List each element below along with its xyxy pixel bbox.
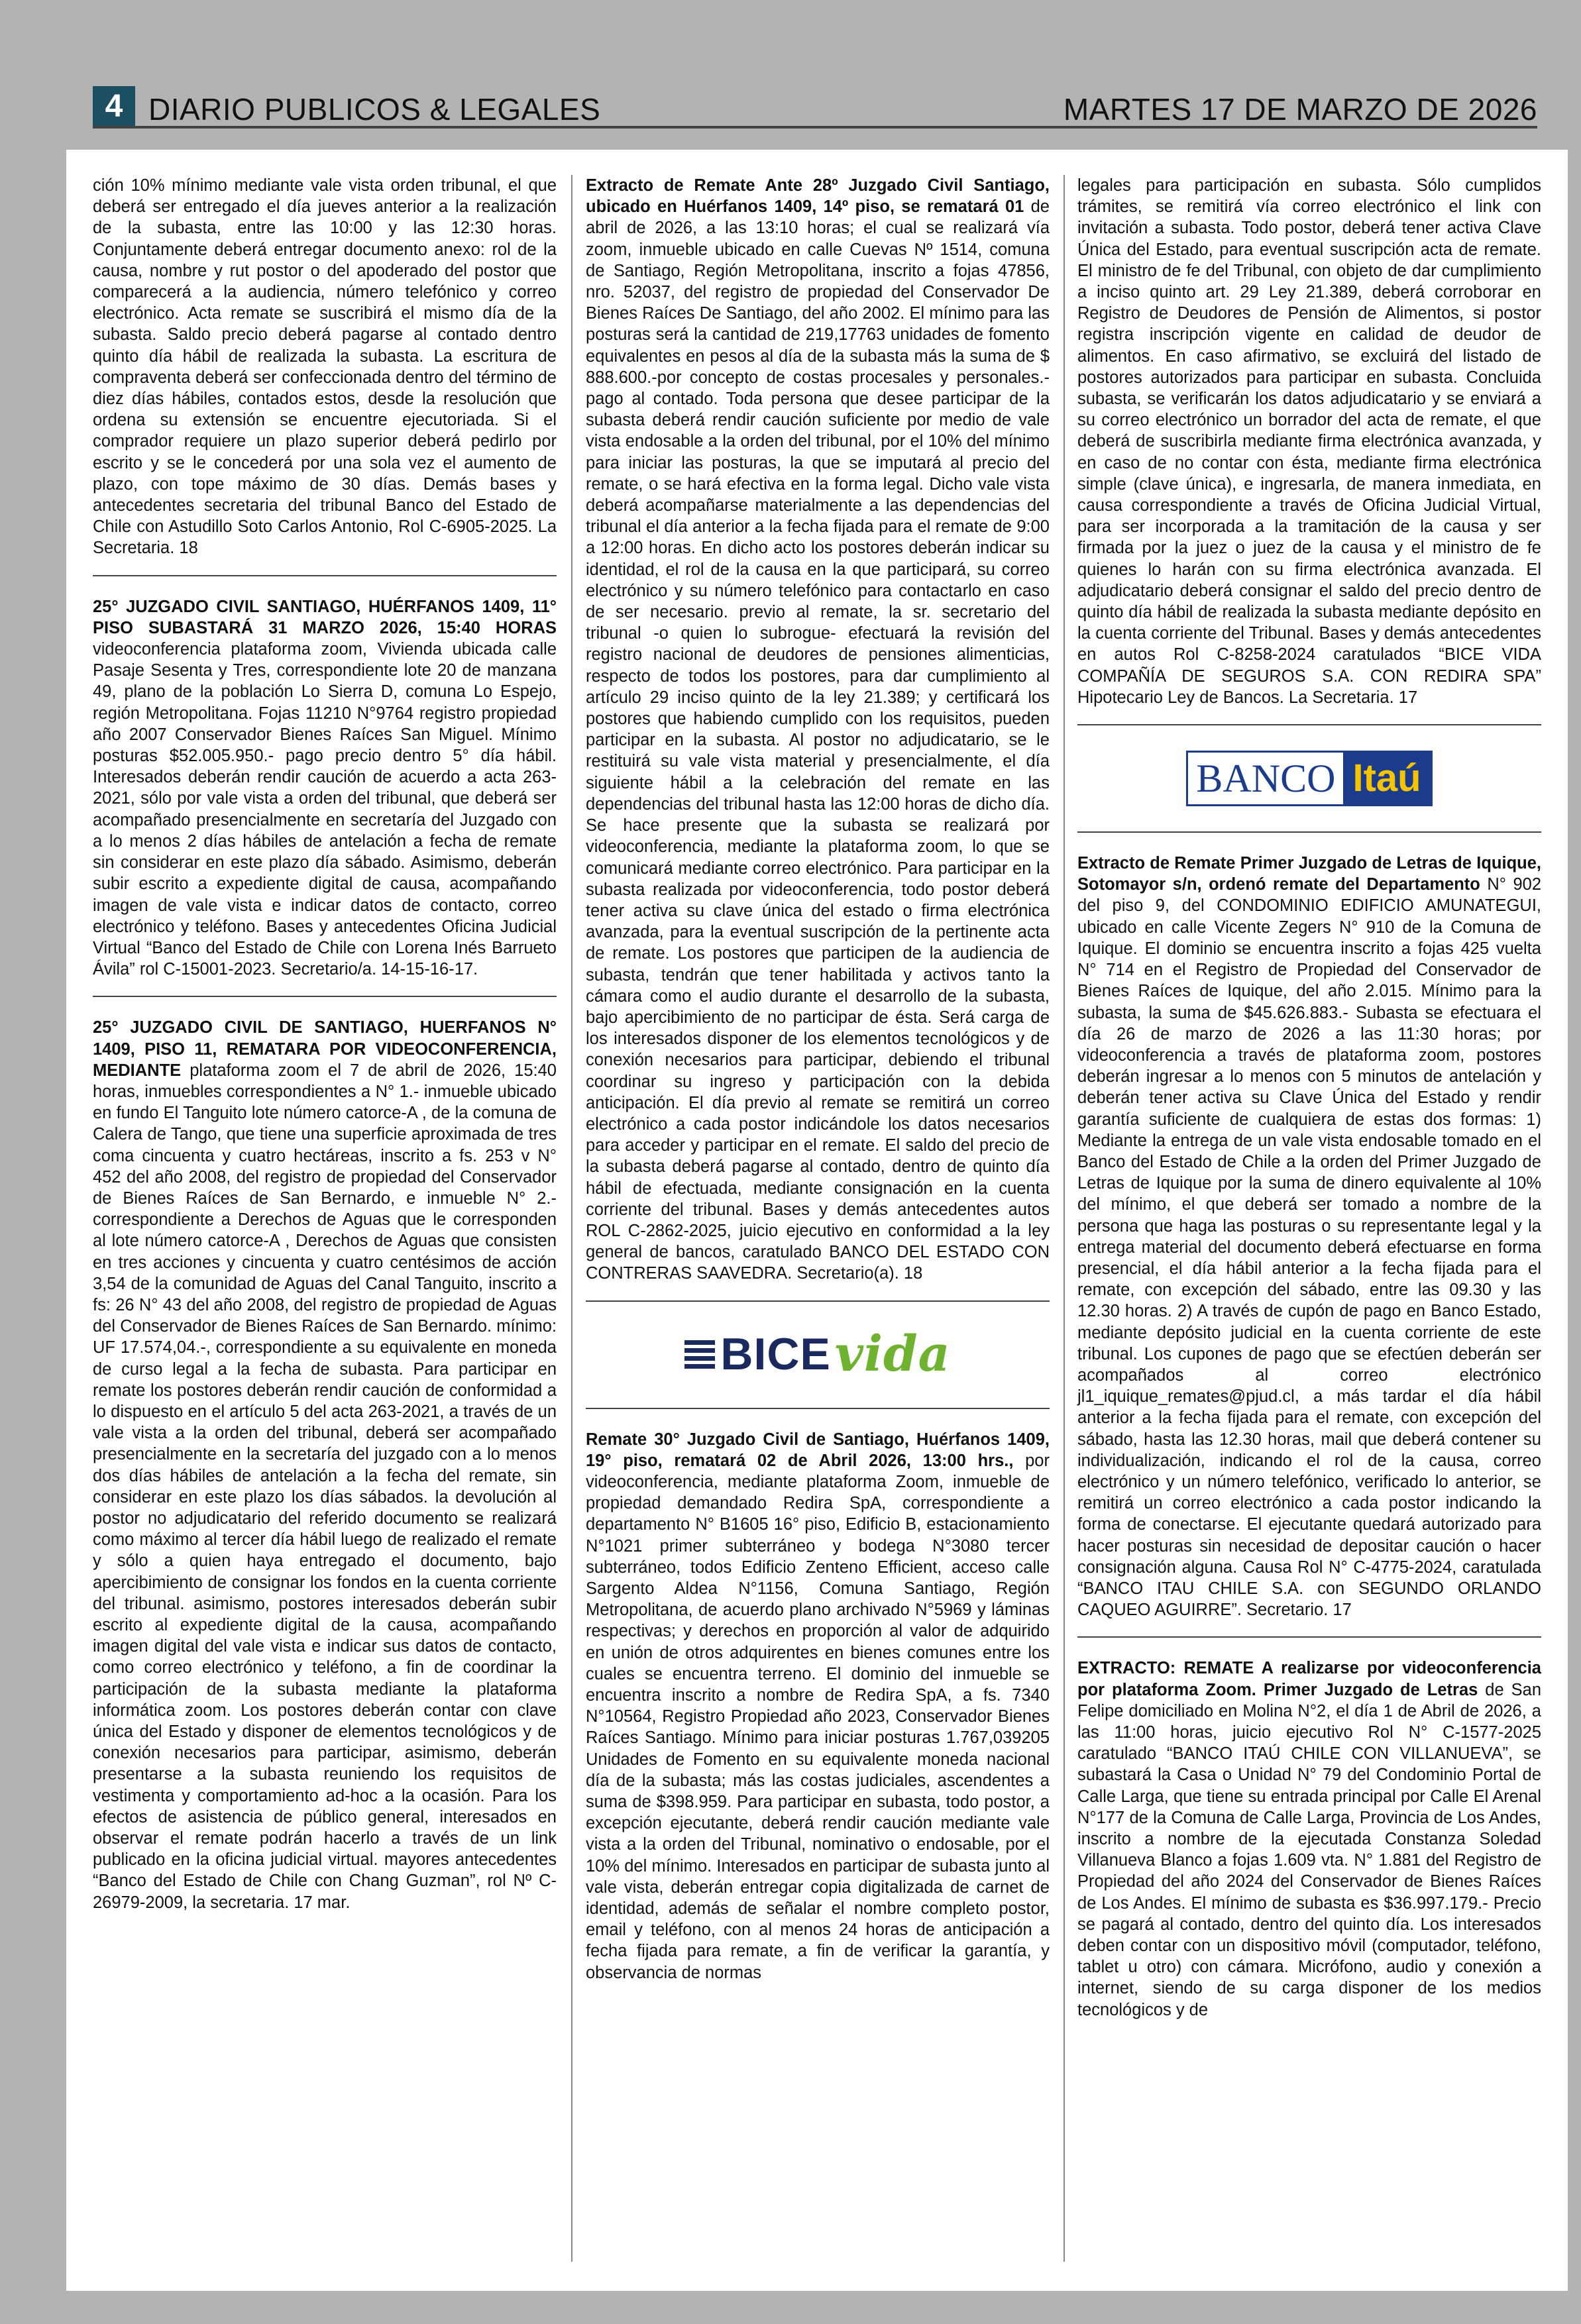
notice-text: por videoconferencia, mediante plataforma Zoom, inmueble de propiedad demandado Redira SpA, correspondiente a departamento N° B1605 16° piso, Edificio B, estacionamiento N°1021 primer subterráneo y bodega N°3080 tercer subterráneo, todos Edificio Zenteno Efficient, acceso calle Sargento Aldea N°1156, Comuna Santiago, Región Metropolitana, de acuerdo plano archivado N°5969 y láminas respectivas; y derechos en proporción al valor de adquirido en unión de otros adquirentes en bienes comunes entre los cuales se encuentra terreno. El dominio del inmueble se encuentra inscrito a nombre de Redira SpA, a fs. 7340 N°10564, Registro Propiedad año 2023, Conservador Bienes Raíces Santiago. Mínimo para iniciar posturas 1.767,039205 Unidades de Fomento en su equivalente moneda nacional día de la subasta; más las costas judiciales, ascendentes a suma de $398.959. Para participar en subasta, todo postor, a excepción ejecutante, deberá rendir caución mediante vale vista a la orden del Tribunal, nominativo o endosable, por el 10% del mínimo. Interesados en participar de subasta junto al vale vista, deberán entregar copia digitalizada de carnet de identidad, además de señalar el nombre completo postor, email y teléfono, con al menos 24 horas de anticipación a fecha fijada para remate, a fin de verificar la garantía, y observancia de normas [586,1451,1050,1982]
notice-separator [93,996,557,997]
notice-heading: 25° JUZGADO CIVIL DE SANTIAGO, HUERFANOS N° 1409, PISO 11, REMATARA POR VIDEOCONFERENCIA, MEDIANTE [93,1018,557,1080]
legal-notice [586,1429,1050,1983]
notice-text: de San Felipe domiciliado en Molina N°2, el día 1 de Abril de 2026, a las 11:00 horas, juicio ejecutivo Rol N° C-1577-2025 caratulado “BANCO ITAÚ CHILE CON VILLANUEVA”, se subastará la Casa o Unidad N° 79 del Condominio Portal de Calle Larga, que tiene su entrada principal por Calle El Arenal N°177 de la Comuna de Calle Larga, Provincia de Los Andes, inscrito a nombre de la ejecutada Constanza Soledad Villanueva Blanco a fojas 1.609 vta. N° 1.881 del Registro de Propiedad del año 2024 del Conservador de Bienes Raíces de Los Andes. El mínimo de subasta es $36.997.179.- Precio se pagará al contado, dentro del quinto día. Los interesados deben contar con un dispositivo móvil (computador, teléfono, tablet u otro) con cámara. Micrófono, audio y conexión a internet, siendo de su carga disponer de los medios tecnológicos y de [1077,1680,1542,2019]
column-1 [93,175,557,1913]
publication-date: MARTES 17 DE MARZO DE 2026 [1063,92,1537,127]
bice-logo-text: BICE [720,1329,831,1380]
publication-title: DIARIO PUBLICOS & LEGALES [148,92,601,127]
banco-itau-logo [1077,745,1541,812]
notice-text: de abril de 2026, a las 13:10 horas; el cual se realizará vía zoom, inmueble ubicado en calle Cuevas Nº 1514, comuna de Santiago, Región Metropolitana, inscrito a fojas 47856, nro. 52037, del registro de propiedad del Conservador De Bienes Raíces De Santiago, del año 2002. El mínimo para las posturas será la cantidad de 219,17763 unidades de fomento equivalentes en pesos al día de la subasta más la suma de $ 888.600.-por concepto de costas procesales y personales.- pago al contado. Toda persona que desee participar de la subasta deberá rendir caución suficiente por medio de vale vista endosable a la orden del tribunal, por el 10% del mínimo para iniciar las posturas, la que se imputará al precio del remate, o se hará efectiva en la forma legal. Dicho vale vista deberá acompañarse materialmente a las dependencias del tribunal el día anterior a la fecha fijada para el remate de 9:00 a 12:00 horas. En dicho acto los postores deberán indicar su identidad, el rol de la causa en la que participará, su correo electrónico y su número telefónico para contactarlo en caso de ser necesario. previo al remate, la sr. secretario del tribunal -o quien lo subrogue- efectuará la revisión del registro nacional de deudores de pensiones alimenticias, respecto de todos los postores, para dar cumplimiento al artículo 29 inciso quinto de la ley 21.389; y certificará los postores que habiendo cumplido con los requisitos, pueden participar en la subasta. Al postor no adjudicatario, se le restituirá su vale vista material y presencialmente, el día siguiente hábil a la celebración del remate en las dependencias del tribunal hasta las 12:00 horas de dicho día. Se hace presente que la subasta se realizará por videoconferencia, mediante la plataforma zoom, lo que se comunicará mediante correo electrónico. Para participar en la subasta realizada por videoconferencia, todo postor deberá tener activa su clave única del estado o firma electrónica avanzada, para la eventual suscripción de la pertinente acta de remate. Los postores que participen de la audiencia de subasta, tendrán que tener habilitada y activos tanto la cámara como el audio durante el desarrollo de la subasta, bajo apercibimiento de no participar de ésta. Será carga de los interesados disponer de los elementos tecnológicos y de conexión necesarios para participar, debiendo el tribunal coordinar su ingreso y participación con la debida anticipación. El día previo al remate se remitirá un correo electrónico a cada postor indicándole los datos necesarios para acceder y participar en el remate. El saldo del precio de la subasta deberá pagarse al contado, dentro de quinto día hábil de efectuada, mediante consignación en la cuenta corriente del tribunal. Bases y demás antecedentes autos ROL C-2862-2025, juicio ejecutivo en conformidad a la ley general de bancos, caratulado BANCO DEL ESTADO CON CONTRERAS SAAVEDRA. Secretario(a). 18 [586,197,1050,1283]
notice-separator [93,575,557,576]
itau-logo-text: Itaú [1343,753,1430,804]
notice-heading: EXTRACTO: REMATE A realizarse por videoconferencia por plataforma Zoom. Primer Juzgado de Letras [1077,1659,1541,1699]
banco-logo-text: BANCO [1196,757,1336,801]
notice-text: ción 10% mínimo mediante vale vista orden tribunal, el que deberá ser entregado el día jueves anterior a la realización de la subasta, entre las 10:00 y las 12:30 horas. Conjuntamente deberá entregar documento anexo: rol de la causa, nombre y rut postor o del apoderado del postor que comparecerá a la audiencia, número telefónico y correo electrónico. Acta remate se suscribirá el mismo día de la subasta. Saldo precio deberá pagarse al contado dentro quinto día hábil de realizada la subasta. La escritura de compraventa deberá ser confeccionada dentro del término de diez días hábiles, contados estos, desde la resolución que ordena su extensión se encuentre ejecutoriada. Si el comprador requiere un plazo superior deberá pedirlo por escrito y se le concederá por una sola vez el aumento de plazo, con tope máximo de 30 días. Demás bases y antecedentes secretaria del tribunal Banco del Estado de Chile con Astudillo Soto Carlos Antonio, Rol C-6905-2025. La Secretaria. 18 [93,176,557,558]
notice-separator [1077,831,1541,833]
bice-bars-icon [684,1337,715,1372]
column-divider [571,175,572,2262]
legal-notice [93,596,557,980]
notice-heading: Extracto de Remate Primer Juzgado de Letras de Iquique, Sotomayor s/n, ordenó remate del Departamento [1077,854,1541,894]
notice-separator [1077,1636,1541,1638]
notice-text: N° 902 del piso 9, del CONDOMINIO EDIFICIO AMUNATEGUI, ubicado en calle Vicente Zegers N° 910 de la Comuna de Iquique. El dominio se encuentra inscrito a fojas 425 vuelta N° 714 en el Registro de Propiedad del Conservador de Bienes Raíces de Iquique, del año 2.015. Mínimo para la subasta, la suma de $45.626.883.- Subasta se efectuara el día 26 de marzo de 2026 a las 11:30 horas; por videoconferencia a través de plataforma zoom, postores deberán ingresar a lo menos con 5 minutos de antelación y deberán tener activa su Clave Única del Estado y rendir garantía suficiente de cualquiera de estas dos formas: 1) Mediante la entrega de un vale vista endosable tomado en el Banco del Estado de Chile a la orden del Primer Juzgado de Letras de Iquique por la suma de dinero equivalente al 10% del mínimo, el que deberá ser tomado a nombre de la persona que haga las posturas o su representante legal y la entrega material del documento deberá efectuarse en forma presencial, el día hábil anterior a la fecha fijada para el remate, con excepción del sábado, entre las 09.30 y las 12.30 horas. 2) A través de cupón de pago en Banco Estado, mediante depósito judicial en la cuenta corriente de este tribunal. Los cupones de pago que se efectúen deberán ser acompañados al correo electrónico jl1_iquique_remates@pjud.cl, a más tardar el día hábil anterior a la fecha fijada para el remate, con excepción del sábado, hasta las 12.30 horas, mail que deberá contener su individualización, indicando el rol de la causa, correo electrónico y un número telefónico, verificado lo anterior, se remitirá un correo electrónico a cada postor indicando la forma de conectarse. El ejecutante quedará autorizado para hacer posturas sin necesidad de depositar caución o hacer consignación alguna. Causa Rol N° C-4775-2024, caratulada “BANCO ITAU CHILE S.A. con SEGUNDO ORLANDO CAQUEO AGUIRRE”. Secretario. 17 [1077,875,1541,1620]
legal-notice [93,1017,557,1913]
legal-notice [1077,853,1541,1620]
column-divider [1063,175,1065,2262]
page-header [93,86,1537,129]
notice-separator [1077,724,1541,725]
vida-logo-text: vida [834,1326,951,1383]
column-3 [1077,175,1541,2021]
notice-text: videoconferencia plataforma zoom, Vivienda ubicada calle Pasaje Sesenta y Tres, correspondiente lote 20 de manzana 49, plano de la población Lo Sierra D, comuna Lo Espejo, región Metropolitana. Fojas 11210 N°9764 registro propiedad año 2007 Conservador Bienes Raíces San Miguel. Mínimo posturas $52.005.950.- pago precio dentro 5° día hábil. Interesados deberán rendir caución de acuerdo a acta 263-2021, sólo por vale vista a orden del tribunal, que deberá ser acompañado presencialmente en secretaría del Juzgado con a lo menos 2 días hábiles de antelación a fecha de remate sin considerar en este plazo día sábado. Asimismo, deberán subir escrito a expediente digital de causa, acompañando imagen de vale vista e indicar datos de contacto, correo electrónico y teléfono. Bases y antecedentes Oficina Judicial Virtual “Banco del Estado de Chile con Lorena Inés Barrueto Ávila” rol C-15001-2023. Secretario/a. 14-15-16-17. [93,640,557,979]
notice-text: legales para participación en subasta. Sólo cumplidos trámites, se remitirá vía correo electrónico el link con invitación a subasta. Todo postor, deberá tener activa Clave Única del Estado, para eventual suscripción acta de remate. El ministro de fe del Tribunal, con objeto de dar cumplimiento a inciso quinto art. 29 Ley 21.389, deberá corroborar en Registro de Deudores de Pensión de Alimentos, si postor registra inscripción vigente en calidad de deudor de alimentos. En caso afirmativo, se excluirá del listado de postores autorizados para participar en subasta. Concluida subasta, se verificarán los datos adjudicatario y se enviará a su correo electrónico un borrador del acta de remate, el que deberá de suscribirla mediante firma electrónica avanzada, y en caso de no contar con ésta, mediante firma electrónica simple (clave única), e ingresarla, de manera inmediata, en causa correspondiente a través de Oficina Judicial Virtual, para ser incorporada a la tramitación de la causa y ser firmada por la juez o juez de la causa y el ministro de fe quienes lo harán con su firma electrónica avanzada. El adjudicatario deberá consignar el saldo del precio dentro de quinto día hábil de realizada la subasta mediante depósito en la cuenta corriente del Tribunal. Bases y demás antecedentes en autos Rol C-8258-2024 caratulados “BICE VIDA COMPAÑÍA DE SEGUROS S.A. CON REDIRA SPA” Hipotecario Ley de Bancos. La Secretaria. 17 [1077,176,1541,707]
column-2 [586,175,1050,1983]
notice-separator [586,1408,1050,1409]
notice-heading: Extracto de Remate Ante 28º Juzgado Civil Santiago, ubicado en Huérfanos 1409, 14º piso, se rematará 01 [586,176,1050,217]
bice-vida-logo [586,1322,1050,1388]
page-number: 4 [93,86,135,126]
legal-notice [1077,1658,1541,2020]
notice-text: plataforma zoom el 7 de abril de 2026, 15:40 horas, inmuebles correspondientes a N° 1.- inmueble ubicado en fundo El Tanguito lote número catorce-A , de la comuna de Calera de Tango, que tiene una superficie aproximada de tres coma cincuenta y cuatro hectáreas, inscrito a fs. 253 v N° 452 del año 2008, del registro de propiedad del Conservador de Bienes Raíces de San Bernardo, e inmueble N° 2.- correspondiente a Derechos de Aguas que le corresponden al lote número catorce-A , Derechos de Aguas que consisten en tres acciones y cincuenta y cuatro centésimos de acción 3,54 de la comunidad de Aguas del Canal Tanguito, inscrito a fs: 26 N° 43 del año 2008, del registro de propiedad de Aguas del Conservador de Bienes Raíces de San Bernardo. mínimo: UF 17.574,04.-, correspondiente a su equivalente en moneda de curso legal a la fecha de subasta. Para participar en remate los postores deberán rendir caución de conformidad a lo dispuesto en el artículo 5 del acta 263-2021, a través de un vale vista a la orden del tribunal, deberá ser acompañado presencialmente en la secretaría del juzgado con a lo menos dos días hábiles de antelación a la fecha del remate, sin considerar en este plazo los días sábados. la devolución al postor no adjudicatario del referido documento se realizará como máximo al tercer día hábil luego de realizado el remate y sólo a quien haya entregado el documento, bajo apercibimiento de consignar los fondos en la cuenta corriente del tribunal. asimismo, postores interesados deberán subir escrito al expediente digital de la causa, acompañando imagen digital del vale vista e indicar sus datos de contacto, como correo electrónico y teléfono, a fin de coordinar la participación de la subasta mediante la plataforma informática zoom. Los postores deberán contar con clave única del Estado y disponer de elementos tecnológicos y de conexión necesarios para participar, asimismo, deberán presentarse a la subasta reuniendo los requisitos de vestimenta y comportamiento ad-hoc a la ocasión. Para los efectos de asistencia de público general, interesados en observar el remate podrán hacerlo a través de un link publicado en la oficina judicial virtual. mayores antecedentes “Banco del Estado de Chile con Chang Guzman”, rol Nº C-26979-2009, la secretaria. 17 mar. [93,1061,557,1912]
notice-heading: 25° JUZGADO CIVIL SANTIAGO, HUÉRFANOS 1409, 11° PISO SUBASTARÁ 31 MARZO 2026, 15:40 HORAS [93,597,557,637]
notice-separator [586,1300,1050,1302]
notice-heading: Remate 30° Juzgado Civil de Santiago, Huérfanos 1409, 19° piso, rematará 02 de Abril 2026, 13:00 hrs., [586,1430,1050,1470]
legal-notice [586,175,1050,1285]
page-sheet [66,150,1568,2291]
